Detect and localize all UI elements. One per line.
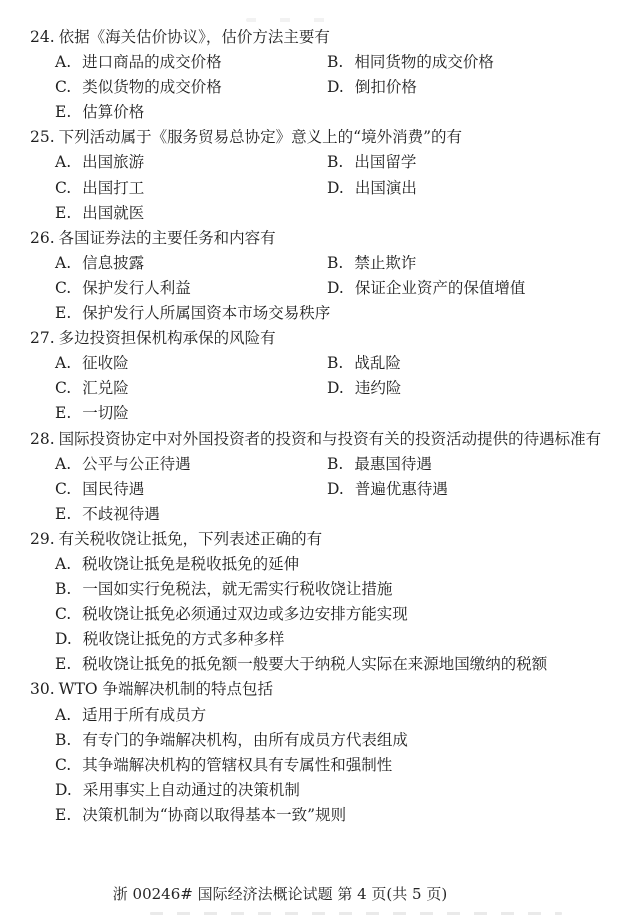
option-text: 税收饶让抵免的抵免额一般要大于纳税人实际在来源地国缴纳的税额 — [82, 655, 548, 674]
question-options — [55, 552, 618, 677]
scan-artifact — [246, 18, 338, 22]
option-label: C. — [55, 479, 72, 498]
option-text: 一国如实行免税法，就无需实行税收饶让措施 — [82, 580, 393, 599]
option-text: 一切险 — [82, 404, 129, 423]
option-text: 战乱险 — [354, 354, 401, 373]
answer-option — [55, 452, 327, 477]
question-number: 27. — [30, 329, 55, 348]
option-text: 税收饶让抵免的方式多种多样 — [82, 630, 285, 649]
option-label: A. — [55, 153, 72, 172]
option-text: 信息披露 — [82, 253, 145, 272]
question-stem: 下列活动属于《服务贸易总协定》意义上的“境外消费”的有 — [58, 128, 463, 147]
option-label: B. — [327, 354, 344, 373]
option-row — [55, 577, 618, 602]
option-label: C. — [55, 379, 72, 398]
question-options — [55, 50, 618, 125]
option-label: E. — [55, 404, 72, 423]
option-row — [55, 652, 618, 677]
question-number: 26. — [30, 228, 55, 247]
option-label: E. — [55, 805, 72, 824]
question — [30, 527, 618, 678]
question-stem: 国际投资协定中对外国投资者的投资和与投资有关的投资活动提供的待遇标准有 — [58, 429, 602, 448]
option-row — [55, 778, 618, 803]
question-number: 30. — [30, 680, 55, 699]
answer-option — [55, 502, 327, 527]
answer-option — [55, 376, 327, 401]
answer-option — [327, 150, 416, 175]
option-label: E. — [55, 504, 72, 523]
question-options — [55, 150, 618, 225]
option-label: C. — [55, 178, 72, 197]
question-stem-line — [30, 226, 618, 251]
option-row — [55, 100, 618, 125]
option-label: B. — [327, 253, 344, 272]
option-row — [55, 703, 618, 728]
answer-option — [55, 50, 327, 75]
option-label: D. — [327, 278, 344, 297]
option-row — [55, 276, 618, 301]
option-text: 估算价格 — [82, 103, 145, 122]
scan-artifact — [150, 912, 562, 915]
option-text: 最惠国待遇 — [354, 454, 432, 473]
option-text: 税收饶让抵免是税收抵免的延伸 — [82, 554, 300, 573]
answer-option — [55, 728, 408, 753]
answer-option — [55, 201, 327, 226]
option-row — [55, 728, 618, 753]
question-number: 24. — [30, 28, 55, 46]
option-text: 征收险 — [82, 354, 129, 373]
option-row — [55, 50, 618, 75]
option-text: 适用于所有成员方 — [82, 705, 207, 724]
option-text: 禁止欺诈 — [354, 253, 417, 272]
option-label: C. — [55, 605, 72, 624]
option-text: 采用事实上自动通过的决策机制 — [82, 780, 300, 799]
answer-option — [55, 602, 408, 627]
question-stem-line — [30, 326, 618, 351]
answer-option — [55, 401, 327, 426]
answer-option — [327, 351, 401, 376]
answer-option — [55, 251, 327, 276]
question-options — [55, 351, 618, 426]
answer-option — [327, 376, 401, 401]
option-label: D. — [327, 178, 344, 197]
option-row — [55, 75, 618, 100]
answer-option — [327, 477, 448, 502]
answer-option — [55, 803, 346, 828]
option-text: 出国就医 — [82, 203, 145, 222]
question-stem-line — [30, 527, 618, 552]
answer-option — [55, 577, 392, 602]
answer-option — [55, 703, 206, 728]
option-row — [55, 627, 618, 652]
option-text: 保护发行人利益 — [82, 278, 191, 297]
option-label: E. — [55, 103, 72, 122]
option-label: B. — [327, 153, 344, 172]
option-row — [55, 753, 618, 778]
question — [30, 125, 618, 225]
answer-option — [55, 301, 331, 326]
question-stem: 各国证券法的主要任务和内容有 — [58, 228, 276, 247]
option-label: C. — [55, 278, 72, 297]
answer-option — [55, 276, 327, 301]
option-row — [55, 301, 618, 326]
question — [30, 25, 618, 125]
option-label: C. — [55, 755, 72, 774]
option-label: D. — [327, 479, 344, 498]
option-row — [55, 401, 618, 426]
option-row — [55, 452, 618, 477]
option-label: D. — [55, 780, 72, 799]
option-row — [55, 176, 618, 201]
answer-option — [327, 251, 416, 276]
question-options — [55, 452, 618, 527]
option-label: A. — [55, 354, 72, 373]
answer-option — [55, 100, 327, 125]
option-label: A. — [55, 454, 72, 473]
question-stem-line — [30, 427, 618, 452]
option-row — [55, 150, 618, 175]
option-label: D. — [55, 630, 72, 649]
question — [30, 677, 618, 828]
option-row — [55, 602, 618, 627]
answer-option — [55, 477, 327, 502]
answer-option — [327, 50, 494, 75]
option-label: B. — [327, 53, 344, 72]
answer-option — [55, 552, 299, 577]
option-label: A. — [55, 705, 72, 724]
option-text: 出国留学 — [354, 153, 417, 172]
question-stem-line — [30, 677, 618, 702]
option-text: 倒扣价格 — [354, 78, 417, 97]
question-number: 29. — [30, 529, 55, 548]
option-label: E. — [55, 655, 72, 674]
option-row — [55, 251, 618, 276]
option-label: C. — [55, 78, 72, 97]
answer-option — [55, 753, 392, 778]
question-options — [55, 251, 618, 326]
question-options — [55, 703, 618, 828]
option-text: 汇兑险 — [82, 379, 129, 398]
question-stem-line — [30, 25, 618, 50]
question — [30, 427, 618, 527]
option-text: 决策机制为“协商以取得基本一致”规则 — [82, 805, 347, 824]
answer-option — [55, 778, 300, 803]
option-text: 公平与公正待遇 — [82, 454, 191, 473]
answer-option — [55, 652, 547, 677]
answer-option — [55, 150, 327, 175]
option-text: 出国旅游 — [82, 153, 145, 172]
answer-option — [327, 452, 432, 477]
option-label: B. — [55, 580, 72, 599]
option-text: 国民待遇 — [82, 479, 145, 498]
option-text: 相同货物的成交价格 — [354, 53, 494, 72]
question-stem: 有关税收饶让抵免，下列表述正确的有 — [58, 529, 323, 548]
option-label: D. — [327, 78, 344, 97]
question — [30, 226, 618, 326]
question-stem-line — [30, 125, 618, 150]
option-text: 类似货物的成交价格 — [82, 78, 222, 97]
option-text: 税收饶让抵免必须通过双边或多边安排方能实现 — [82, 605, 408, 624]
question-stem: 依据《海关估价协议》，估价方法主要有 — [58, 28, 330, 46]
page-footer: 浙 00246# 国际经济法概论试题 第 4 页(共 5 页) — [112, 885, 448, 903]
question-stem: WTO 争端解决机制的特点包括 — [58, 680, 274, 699]
option-label: B. — [327, 454, 344, 473]
question-number: 28. — [30, 429, 55, 448]
answer-option — [55, 351, 327, 376]
option-text: 不歧视待遇 — [82, 504, 160, 523]
questions-area — [30, 25, 618, 828]
question — [30, 326, 618, 426]
question-number: 25. — [30, 128, 55, 147]
option-label: A. — [55, 53, 72, 72]
option-label: A. — [55, 554, 72, 573]
option-row — [55, 477, 618, 502]
option-row — [55, 803, 618, 828]
answer-option — [327, 75, 417, 100]
option-text: 保护发行人所属国资本市场交易秩序 — [82, 304, 331, 323]
option-label: E. — [55, 203, 72, 222]
option-text: 出国演出 — [354, 178, 417, 197]
option-text: 违约险 — [354, 379, 402, 398]
option-row — [55, 502, 618, 527]
answer-option — [327, 276, 525, 301]
option-label: A. — [55, 253, 72, 272]
option-row — [55, 376, 618, 401]
answer-option — [55, 75, 327, 100]
option-text: 出国打工 — [82, 178, 145, 197]
option-label: E. — [55, 304, 72, 323]
answer-option — [55, 627, 284, 652]
option-text: 有专门的争端解决机构，由所有成员方代表组成 — [82, 730, 408, 749]
option-row — [55, 351, 618, 376]
question-stem: 多边投资担保机构承保的风险有 — [58, 329, 276, 348]
option-text: 保证企业资产的保值增值 — [354, 278, 526, 297]
answer-option — [327, 176, 417, 201]
option-row — [55, 201, 618, 226]
option-text: 进口商品的成交价格 — [82, 53, 222, 72]
option-text: 普遍优惠待遇 — [354, 479, 448, 498]
answer-option — [55, 176, 327, 201]
option-label: D. — [327, 379, 344, 398]
option-text: 其争端解决机构的管辖权具有专属性和强制性 — [82, 755, 393, 774]
option-row — [55, 552, 618, 577]
option-label: B. — [55, 730, 72, 749]
